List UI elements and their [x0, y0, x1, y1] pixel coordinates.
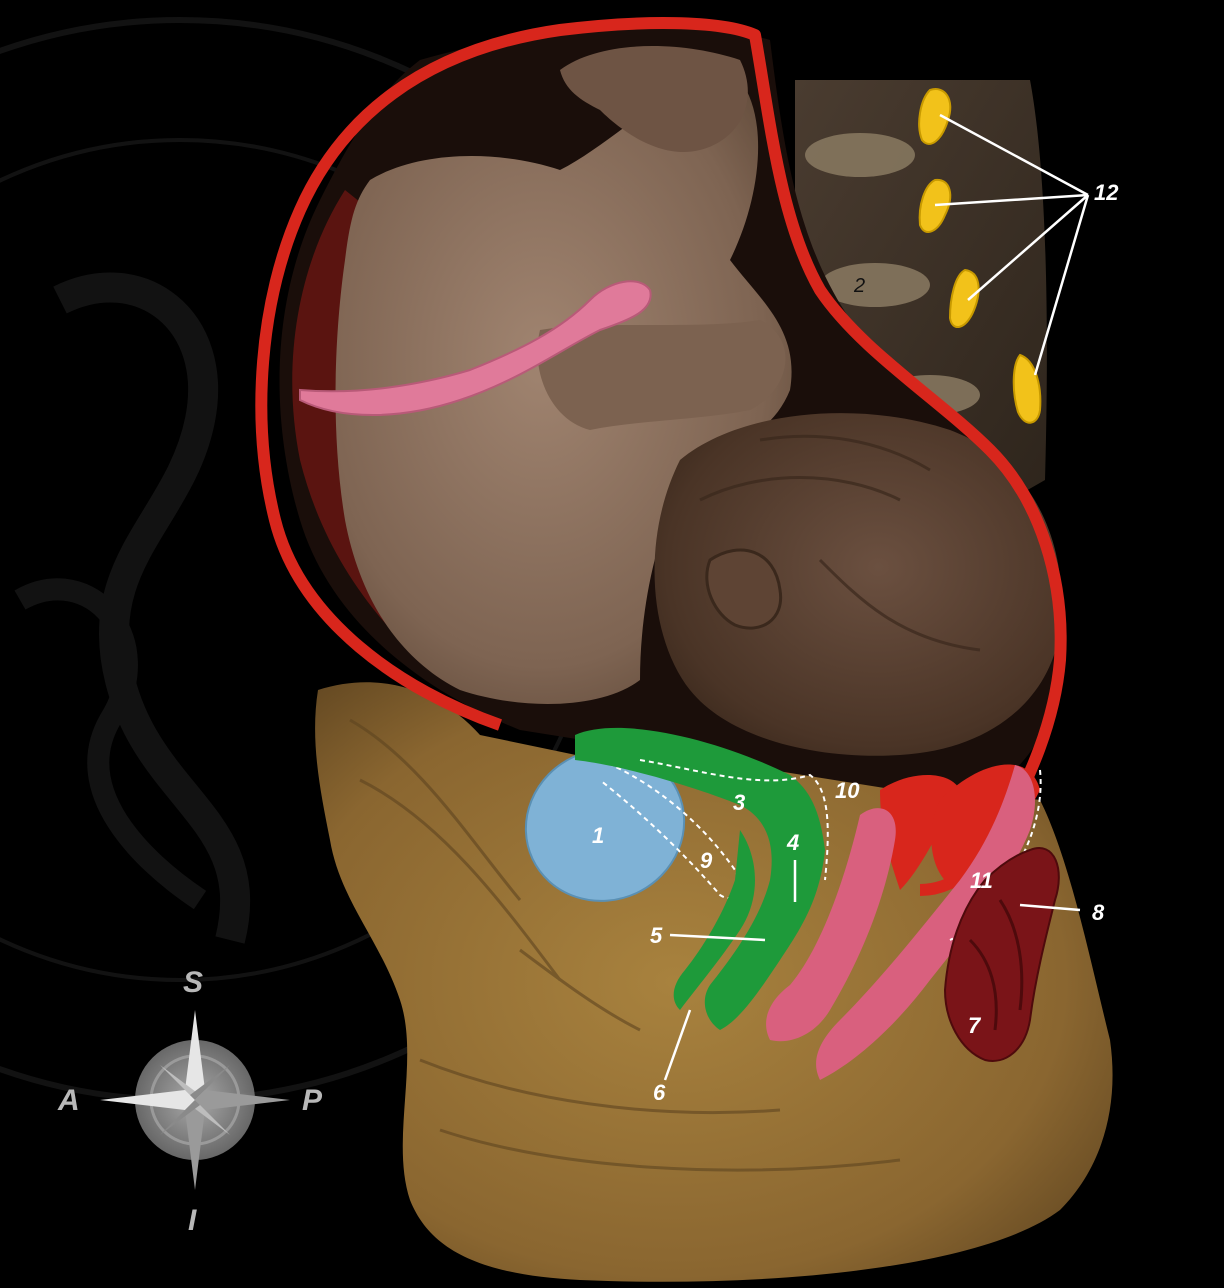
label-3: 3 — [733, 790, 746, 815]
compass-label-inferior: I — [188, 1204, 197, 1237]
label-2: 2 — [854, 275, 866, 297]
compass-label-posterior: P — [302, 1084, 323, 1117]
compass-label-anterior: A — [58, 1084, 80, 1117]
label-4: 4 — [787, 830, 800, 855]
label-12: 12 — [1094, 180, 1119, 205]
label-6: 6 — [653, 1080, 666, 1105]
label-9: 9 — [700, 848, 713, 873]
label-5: 5 — [650, 923, 663, 948]
label-8: 8 — [1092, 900, 1105, 925]
label-11: 11 — [970, 868, 993, 893]
label-1: 1 — [592, 823, 605, 848]
label-7: 7 — [968, 1013, 981, 1038]
compass-label-superior: S — [183, 966, 204, 999]
label-10: 10 — [835, 778, 860, 803]
